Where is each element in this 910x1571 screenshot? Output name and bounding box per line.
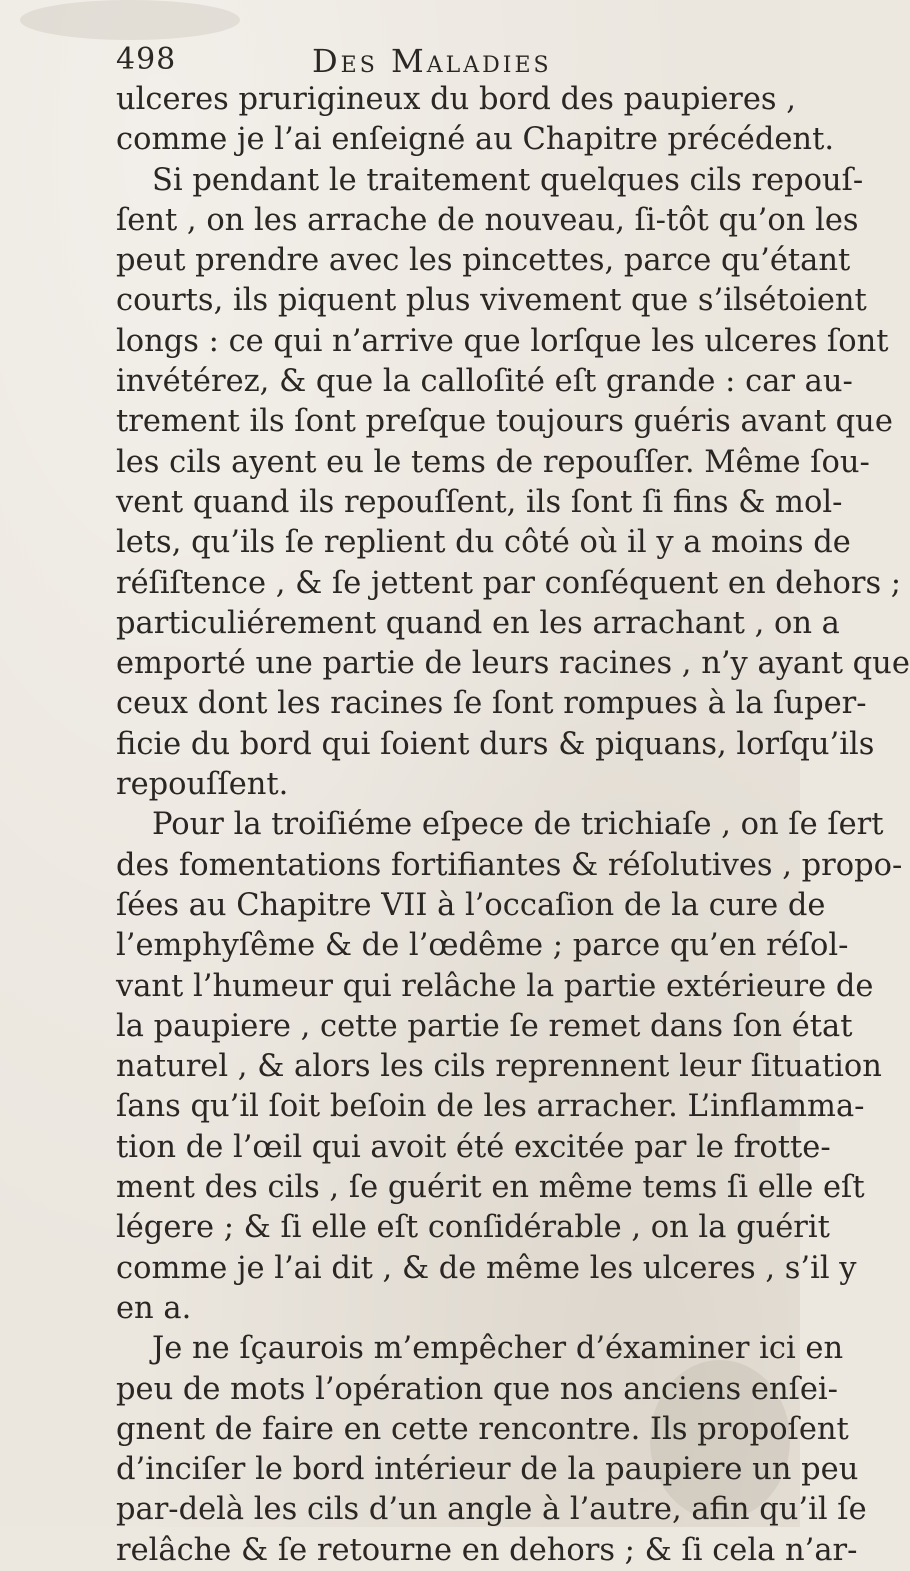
text-line: particuliérement quand en les arrachant , on a [116, 605, 840, 641]
text-line: d’inciſer le bord intérieur de la paupiere un peu [116, 1452, 859, 1488]
text-line: l’emphyſême & de l’œdême ; parce qu’en réſol- [116, 928, 849, 964]
text-line: naturel , & alors les cils reprennent leur ſituation [116, 1049, 882, 1085]
text-line: gnent de faire en cette rencontre. Ils propoſent [116, 1411, 849, 1447]
text-line: réſiſtence , & ſe jettent par conſéquent en dehors ; [116, 565, 902, 601]
text-line: Si pendant le traitement quelques cils repouſ- [152, 162, 864, 198]
text-line: la paupiere , cette partie ſe remet dans ſon état [116, 1008, 853, 1044]
text-line: ficie du bord qui ſoient durs & piquans, lorſqu’ils [116, 726, 875, 762]
body-text [116, 80, 910, 1571]
text-line: peut prendre avec les pincettes, parce qu’étant [116, 243, 851, 279]
text-line: ceux dont les racines ſe ſont rompues à la ſuper- [116, 686, 867, 722]
text-line: ſent , on les arrache de nouveau, ſi-tôt qu’on les [116, 202, 859, 238]
page-number: 498 [116, 42, 177, 77]
text-line: ſées au Chapitre VII à l’occaſion de la cure de [116, 887, 826, 923]
text-line: emporté une partie de leurs racines , n’y ayant que [116, 646, 910, 682]
text-line: ment des cils , ſe guérit en même tems ſi elle eſt [116, 1170, 865, 1206]
text-line: tion de l’œil qui avoit été excitée par le frotte- [116, 1129, 831, 1165]
text-line: comme je l’ai enſeigné au Chapitre précédent. [116, 122, 835, 158]
text-line: ulceres prurigineux du bord des paupieres , [116, 82, 796, 117]
text-line: lets, qu’ils ſe replient du côté où il y a moins de [116, 525, 851, 561]
text-line: légere ; & ſi elle eſt conſidérable , on la guérit [116, 1210, 830, 1246]
text-line: vant l’humeur qui relâche la partie extérieure de [116, 968, 874, 1004]
text-line: invétérez, & que la calloſité eſt grande : car au- [116, 364, 853, 400]
text-line: repouſſent. [116, 767, 289, 803]
text-line: les cils ayent eu le tems de repouſſer. Même ſou- [116, 444, 870, 480]
text-line: Je ne ſçaurois m’empêcher d’éxaminer ici en [152, 1331, 844, 1367]
text-line: peu de mots l’opération que nos anciens enſei- [116, 1371, 838, 1407]
text-line: par-delà les cils d’un angle à l’autre, afin qu’il ſe [116, 1492, 867, 1528]
text-line: en a. [116, 1290, 192, 1326]
page-header [116, 42, 716, 82]
paper-stain [20, 0, 240, 40]
text-line: trement ils ſont preſque toujours guéris avant que [116, 404, 893, 440]
text-line: comme je l’ai dit , & de même les ulceres , s’il y [116, 1250, 857, 1286]
text-line: longs : ce qui n’arrive que lorſque les ulceres ſont [116, 323, 889, 359]
text-line: relâche & ſe retourne en dehors ; & ſi cela n’ar- [116, 1532, 858, 1568]
text-line: Pour la troiſiéme eſpece de trichiaſe , on ſe ſert [152, 807, 884, 843]
text-line: ſans qu’il ſoit beſoin de les arracher. L’inflamma- [116, 1089, 865, 1125]
text-line: vent quand ils repouſſent, ils ſont ſi fins & mol- [116, 484, 843, 520]
text-line: des fomentations fortifiantes & réſolutives , propo- [116, 847, 903, 883]
running-head: Des Maladies [312, 42, 552, 80]
text-line: courts, ils piquent plus vivement que s’ilsétoient [116, 283, 867, 319]
